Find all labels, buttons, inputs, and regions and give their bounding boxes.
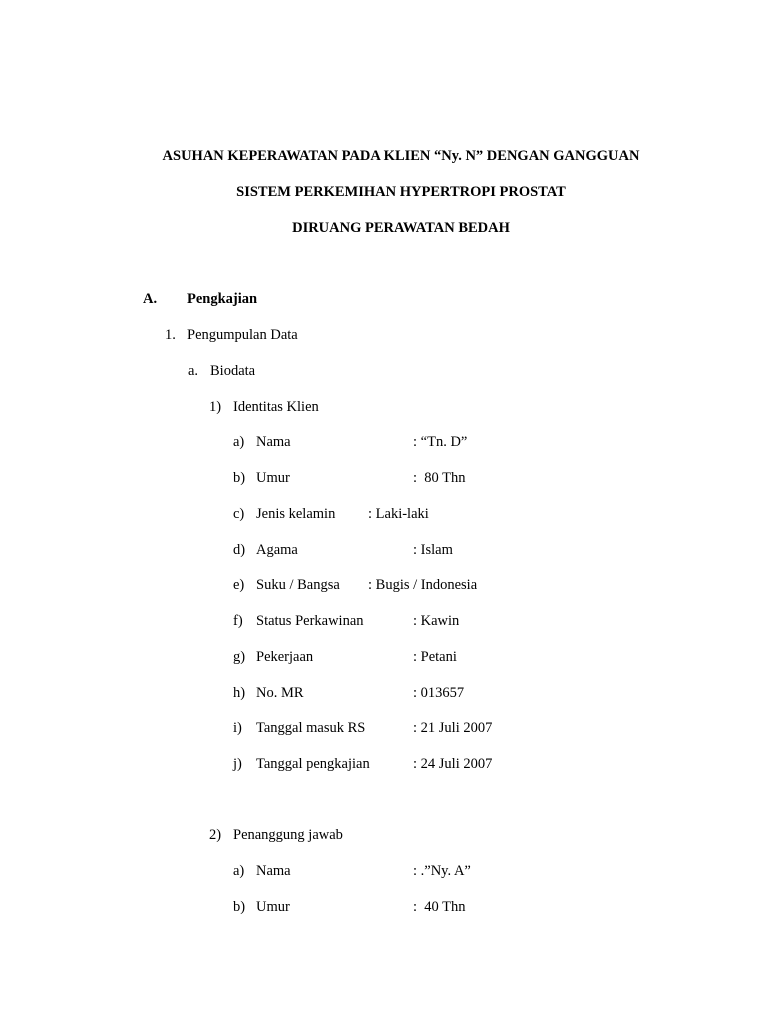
list-item-marker: i) — [233, 720, 242, 736]
penanggung-label: Penanggung jawab — [233, 827, 343, 843]
field-label-tanggal-pengkajian: Tanggal pengkajian — [256, 756, 370, 772]
field-value-agama: : Islam — [413, 542, 453, 558]
field-label-tanggal-masuk: Tanggal masuk RS — [256, 720, 366, 736]
subsection-label: Pengumpulan Data — [187, 327, 298, 343]
list-item-marker: c) — [233, 506, 245, 522]
list-item-marker: j) — [233, 756, 242, 772]
field-value-tanggal-pengkajian: : 24 Juli 2007 — [413, 756, 493, 772]
field-label-nama: Nama — [256, 434, 291, 450]
field-label-suku-bangsa: Suku / Bangsa — [256, 577, 340, 593]
list-item-marker: a) — [233, 863, 245, 879]
field-label-agama: Agama — [256, 542, 298, 558]
field-value-status-perkawinan: : Kawin — [413, 613, 460, 629]
section-heading: Pengkajian — [187, 291, 258, 307]
biodata-marker: a. — [188, 363, 199, 379]
list-item-marker: f) — [233, 613, 243, 629]
identitas-marker: 1) — [209, 399, 222, 415]
field-value-tanggal-masuk: : 21 Juli 2007 — [413, 720, 493, 736]
list-item-marker: b) — [233, 899, 246, 915]
field-value-pekerjaan: : Petani — [413, 649, 457, 665]
field-value-jenis-kelamin: : Laki-laki — [368, 506, 429, 522]
document-title-line-2: SISTEM PERKEMIHAN HYPERTROPI PROSTAT — [236, 184, 566, 200]
penanggung-marker: 2) — [209, 827, 222, 843]
field-label-umur: Umur — [256, 470, 290, 486]
list-item-marker: h) — [233, 685, 246, 701]
list-item-marker: g) — [233, 649, 246, 665]
field-label-status-perkawinan: Status Perkawinan — [256, 613, 364, 629]
field-value-suku-bangsa: : Bugis / Indonesia — [368, 577, 478, 593]
field-value-no-mr: : 013657 — [413, 685, 465, 701]
section-marker: A. — [143, 291, 158, 307]
field-label-jenis-kelamin: Jenis kelamin — [256, 506, 336, 522]
field-value-penanggung-nama: : .”Ny. A” — [413, 863, 471, 879]
field-label-penanggung-umur: Umur — [256, 899, 290, 915]
document-title-line-3: DIRUANG PERAWATAN BEDAH — [292, 220, 510, 236]
field-value-nama: : “Tn. D” — [413, 434, 468, 450]
list-item-marker: a) — [233, 434, 245, 450]
list-item-marker: d) — [233, 542, 246, 558]
document-title-line-1: ASUHAN KEPERAWATAN PADA KLIEN “Ny. N” DENGAN GANGGUAN — [162, 148, 640, 164]
field-label-pekerjaan: Pekerjaan — [256, 649, 314, 665]
list-item-marker: b) — [233, 470, 246, 486]
biodata-label: Biodata — [210, 363, 256, 379]
field-value-umur: : 80 Thn — [413, 470, 466, 486]
identitas-label: Identitas Klien — [233, 399, 319, 415]
list-item-marker: e) — [233, 577, 245, 593]
subsection-marker: 1. — [165, 327, 176, 343]
field-label-no-mr: No. MR — [256, 685, 304, 701]
field-label-penanggung-nama: Nama — [256, 863, 291, 879]
field-value-penanggung-umur: : 40 Thn — [413, 899, 466, 915]
